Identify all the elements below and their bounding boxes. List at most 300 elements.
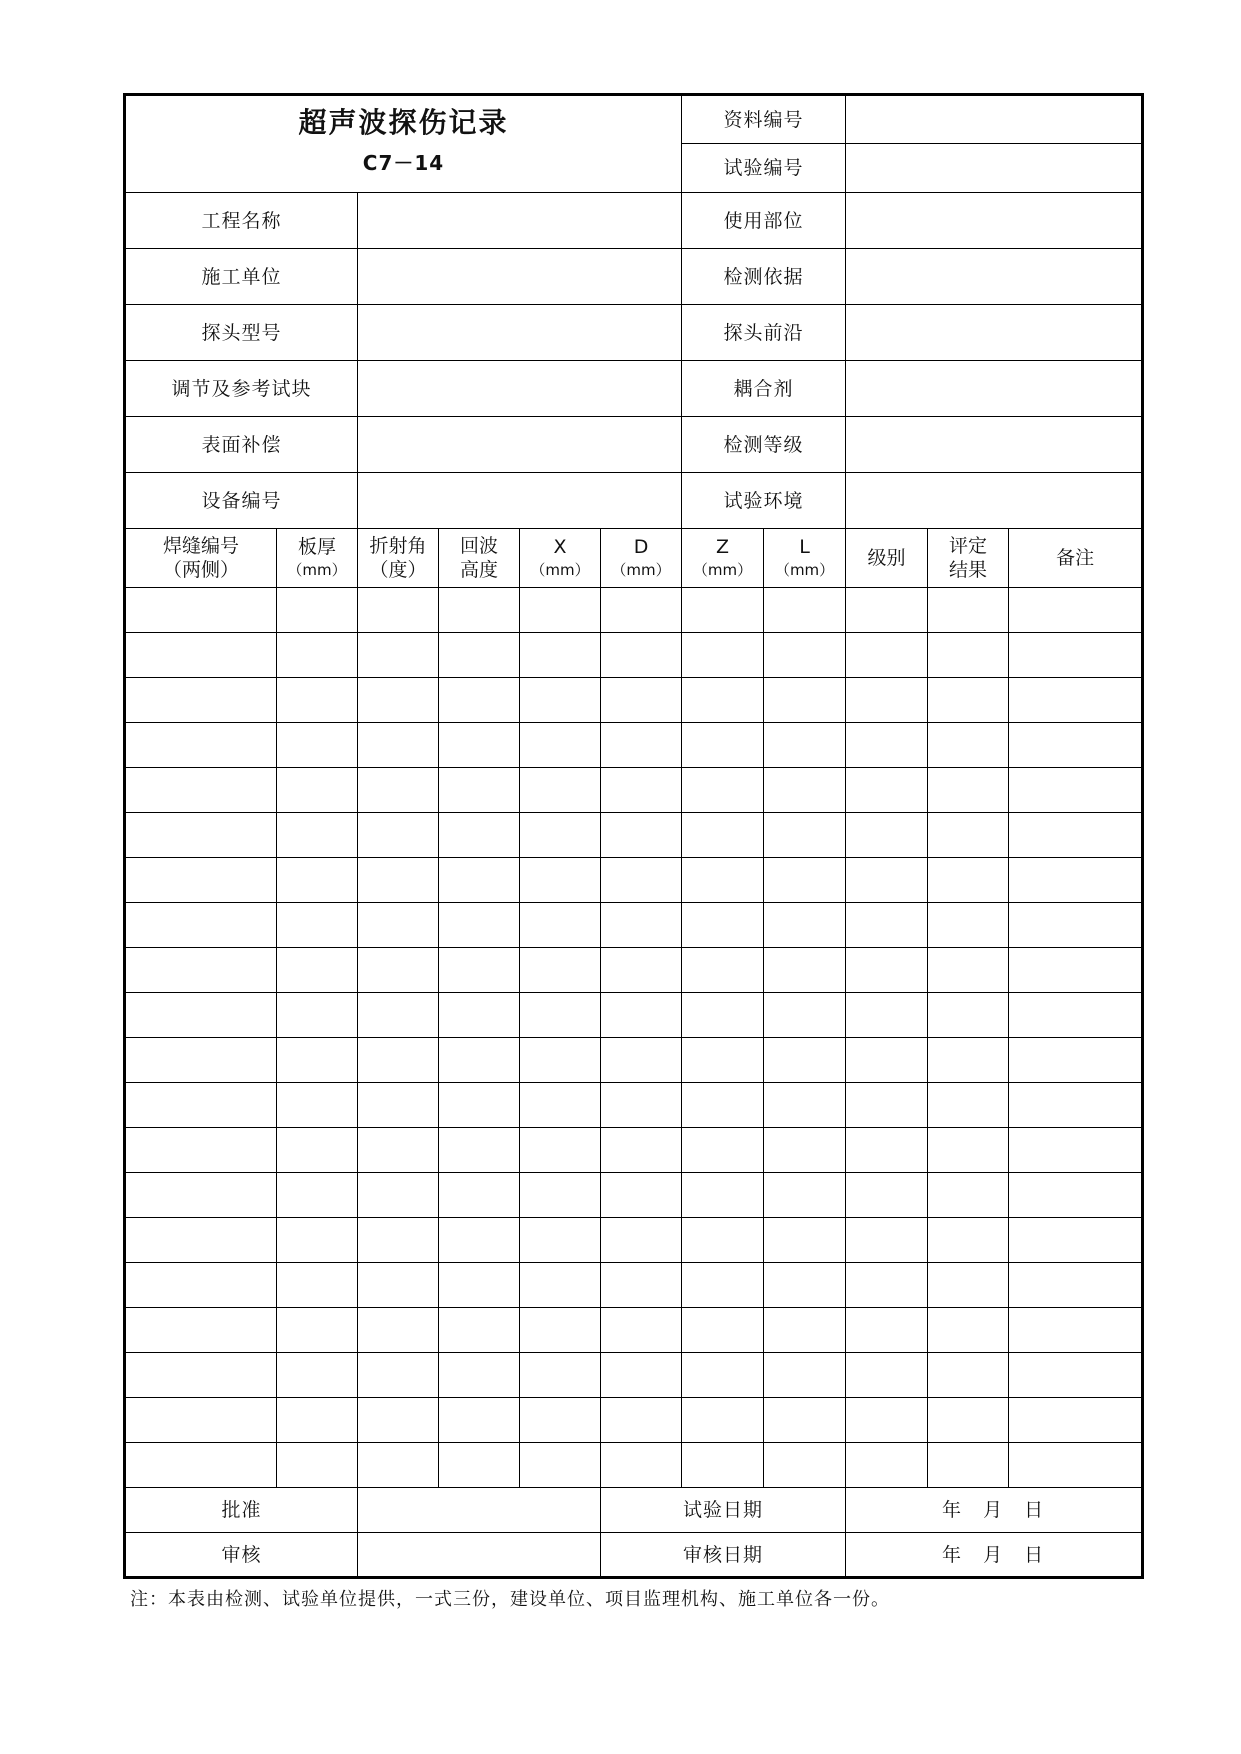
column-header-line1: L xyxy=(799,536,810,558)
table-cell[interactable] xyxy=(928,1038,1009,1083)
table-cell[interactable] xyxy=(601,633,682,678)
table-cell[interactable] xyxy=(764,1353,846,1398)
table-cell[interactable] xyxy=(358,1128,439,1173)
table-cell[interactable] xyxy=(439,1398,520,1443)
table-cell[interactable] xyxy=(601,813,682,858)
table-cell[interactable] xyxy=(682,723,764,768)
table-cell[interactable] xyxy=(682,588,764,633)
table-row xyxy=(125,1218,1143,1263)
info-left-field[interactable] xyxy=(358,249,682,305)
table-cell[interactable] xyxy=(520,903,601,948)
column-header xyxy=(601,529,682,588)
table-cell[interactable] xyxy=(125,993,277,1038)
column-header-line2: （mm） xyxy=(287,561,347,579)
table-cell[interactable] xyxy=(125,1353,277,1398)
table-cell[interactable] xyxy=(439,1173,520,1218)
table-cell[interactable] xyxy=(928,1173,1009,1218)
table-cell[interactable] xyxy=(358,1443,439,1488)
table-cell[interactable] xyxy=(1009,1353,1143,1398)
table-cell[interactable] xyxy=(928,678,1009,723)
table-cell[interactable] xyxy=(682,813,764,858)
info-row xyxy=(125,473,1143,529)
table-cell[interactable] xyxy=(601,1308,682,1353)
table-cell[interactable] xyxy=(601,1398,682,1443)
table-cell[interactable] xyxy=(928,1353,1009,1398)
table-cell[interactable] xyxy=(846,768,928,813)
table-cell[interactable] xyxy=(928,1443,1009,1488)
table-cell[interactable] xyxy=(125,1443,277,1488)
form-title: 超声波探伤记录 xyxy=(298,106,509,139)
table-cell[interactable] xyxy=(682,1353,764,1398)
table-cell[interactable] xyxy=(846,1353,928,1398)
table-cell[interactable] xyxy=(439,993,520,1038)
table-cell[interactable] xyxy=(846,813,928,858)
table-cell[interactable] xyxy=(764,1443,846,1488)
table-cell[interactable] xyxy=(682,993,764,1038)
table-cell[interactable] xyxy=(764,1398,846,1443)
column-header xyxy=(764,529,846,588)
table-cell[interactable] xyxy=(125,633,277,678)
signature-row xyxy=(125,1488,1143,1533)
table-cell[interactable] xyxy=(846,1263,928,1308)
table-cell[interactable] xyxy=(928,633,1009,678)
info-left-label: 表面补偿 xyxy=(125,417,358,473)
table-cell[interactable] xyxy=(439,678,520,723)
table-cell[interactable] xyxy=(1009,1083,1143,1128)
table-cell[interactable] xyxy=(682,1038,764,1083)
table-cell[interactable] xyxy=(358,723,439,768)
table-cell[interactable] xyxy=(764,1218,846,1263)
column-header-line2: （mm） xyxy=(530,561,590,579)
table-cell[interactable] xyxy=(1009,723,1143,768)
info-row xyxy=(125,193,1143,249)
info-right-label: 耦合剂 xyxy=(682,361,846,417)
info-left-field[interactable] xyxy=(358,305,682,361)
column-header-line2: （度） xyxy=(369,559,427,581)
table-cell[interactable] xyxy=(520,813,601,858)
table-row xyxy=(125,768,1143,813)
table-cell[interactable] xyxy=(277,858,358,903)
info-left-label: 调节及参考试块 xyxy=(125,361,358,417)
table-cell[interactable] xyxy=(682,768,764,813)
table-cell[interactable] xyxy=(277,588,358,633)
table-cell[interactable] xyxy=(846,723,928,768)
table-cell[interactable] xyxy=(846,1443,928,1488)
test-date-field[interactable] xyxy=(846,1488,1143,1533)
info-right-field[interactable] xyxy=(846,249,1143,305)
table-cell[interactable] xyxy=(277,678,358,723)
table-cell[interactable] xyxy=(520,1128,601,1173)
table-cell[interactable] xyxy=(439,1308,520,1353)
table-cell[interactable] xyxy=(125,903,277,948)
table-cell[interactable] xyxy=(682,678,764,723)
table-cell[interactable] xyxy=(125,948,277,993)
column-header-line1: 评定 xyxy=(949,535,988,557)
info-right-field[interactable] xyxy=(846,305,1143,361)
table-cell[interactable] xyxy=(846,948,928,993)
table-cell[interactable] xyxy=(125,1128,277,1173)
table-row xyxy=(125,678,1143,723)
table-cell[interactable] xyxy=(1009,588,1143,633)
table-cell[interactable] xyxy=(682,903,764,948)
table-cell[interactable] xyxy=(125,768,277,813)
test-no-label: 试验编号 xyxy=(682,144,846,193)
table-cell[interactable] xyxy=(277,1128,358,1173)
table-cell[interactable] xyxy=(764,678,846,723)
table-cell[interactable] xyxy=(520,768,601,813)
table-cell[interactable] xyxy=(601,858,682,903)
table-cell[interactable] xyxy=(277,1443,358,1488)
column-header xyxy=(358,529,439,588)
table-cell[interactable] xyxy=(1009,1218,1143,1263)
table-cell[interactable] xyxy=(439,813,520,858)
info-right-field[interactable] xyxy=(846,193,1143,249)
table-cell[interactable] xyxy=(520,948,601,993)
table-cell[interactable] xyxy=(928,813,1009,858)
info-right-label: 试验环境 xyxy=(682,473,846,529)
table-cell[interactable] xyxy=(1009,993,1143,1038)
table-cell[interactable] xyxy=(764,723,846,768)
table-cell[interactable] xyxy=(846,633,928,678)
table-cell[interactable] xyxy=(1009,1038,1143,1083)
table-cell[interactable] xyxy=(277,723,358,768)
table-cell[interactable] xyxy=(277,993,358,1038)
table-cell[interactable] xyxy=(439,1218,520,1263)
table-cell[interactable] xyxy=(682,1128,764,1173)
table-cell[interactable] xyxy=(928,1083,1009,1128)
table-cell[interactable] xyxy=(601,903,682,948)
table-cell[interactable] xyxy=(682,1173,764,1218)
table-cell[interactable] xyxy=(846,1173,928,1218)
table-cell[interactable] xyxy=(846,1083,928,1128)
info-left-field[interactable] xyxy=(358,417,682,473)
table-cell[interactable] xyxy=(358,588,439,633)
column-header-line1: 备注 xyxy=(1056,547,1095,569)
table-cell[interactable] xyxy=(928,993,1009,1038)
table-cell[interactable] xyxy=(277,948,358,993)
table-cell[interactable] xyxy=(520,1353,601,1398)
table-cell[interactable] xyxy=(358,1263,439,1308)
form-code: C7－14 xyxy=(362,151,445,175)
table-cell[interactable] xyxy=(764,813,846,858)
table-cell[interactable] xyxy=(125,1038,277,1083)
date-month: 月 xyxy=(983,1543,1005,1566)
table-cell[interactable] xyxy=(277,1263,358,1308)
table-cell[interactable] xyxy=(520,1308,601,1353)
table-cell[interactable] xyxy=(125,723,277,768)
table-row xyxy=(125,723,1143,768)
table-cell[interactable] xyxy=(520,993,601,1038)
review-date-field[interactable] xyxy=(846,1533,1143,1578)
footnote: 注：本表由检测、试验单位提供，一式三份，建设单位、项目监理机构、施工单位各一份。 xyxy=(130,1589,890,1610)
table-cell[interactable] xyxy=(1009,903,1143,948)
info-right-label: 检测等级 xyxy=(682,417,846,473)
table-cell[interactable] xyxy=(928,858,1009,903)
column-header-row xyxy=(125,529,1143,588)
table-row xyxy=(125,588,1143,633)
table-cell[interactable] xyxy=(125,1398,277,1443)
table-cell[interactable] xyxy=(928,1398,1009,1443)
date-day: 日 xyxy=(1024,1499,1046,1521)
table-cell[interactable] xyxy=(682,1218,764,1263)
table-row xyxy=(125,993,1143,1038)
info-right-field[interactable] xyxy=(846,473,1143,529)
table-cell[interactable] xyxy=(764,768,846,813)
column-header-line2: 结果 xyxy=(949,559,988,581)
table-cell[interactable] xyxy=(1009,1173,1143,1218)
table-cell[interactable] xyxy=(928,903,1009,948)
table-cell[interactable] xyxy=(277,1083,358,1128)
table-cell[interactable] xyxy=(764,1173,846,1218)
info-right-field[interactable] xyxy=(846,361,1143,417)
table-cell[interactable] xyxy=(125,1263,277,1308)
column-header-line1: 折射角 xyxy=(369,535,427,557)
table-cell[interactable] xyxy=(682,1308,764,1353)
ultrasonic-inspection-form xyxy=(123,93,1141,1571)
table-row xyxy=(125,1353,1143,1398)
table-cell[interactable] xyxy=(601,1218,682,1263)
table-cell[interactable] xyxy=(439,1128,520,1173)
table-row xyxy=(125,813,1143,858)
table-cell[interactable] xyxy=(520,633,601,678)
table-cell[interactable] xyxy=(682,633,764,678)
table-cell[interactable] xyxy=(601,1173,682,1218)
table-cell[interactable] xyxy=(358,678,439,723)
table-cell[interactable] xyxy=(439,1353,520,1398)
info-left-field[interactable] xyxy=(358,193,682,249)
table-cell[interactable] xyxy=(125,1218,277,1263)
table-cell[interactable] xyxy=(846,1308,928,1353)
table-cell[interactable] xyxy=(764,1263,846,1308)
table-cell[interactable] xyxy=(764,993,846,1038)
info-row xyxy=(125,361,1143,417)
table-row xyxy=(125,633,1143,678)
table-cell[interactable] xyxy=(764,903,846,948)
table-cell[interactable] xyxy=(125,1173,277,1218)
table-cell[interactable] xyxy=(358,858,439,903)
table-cell[interactable] xyxy=(601,1353,682,1398)
test-date-label: 试验日期 xyxy=(601,1488,846,1533)
table-cell[interactable] xyxy=(125,588,277,633)
table-cell[interactable] xyxy=(928,768,1009,813)
table-cell[interactable] xyxy=(358,1398,439,1443)
info-row xyxy=(125,249,1143,305)
table-cell[interactable] xyxy=(682,858,764,903)
table-cell[interactable] xyxy=(125,813,277,858)
table-cell[interactable] xyxy=(520,1263,601,1308)
table-cell[interactable] xyxy=(520,1173,601,1218)
table-cell[interactable] xyxy=(520,723,601,768)
table-cell[interactable] xyxy=(439,633,520,678)
table-cell[interactable] xyxy=(928,1128,1009,1173)
table-cell[interactable] xyxy=(358,768,439,813)
column-header-line1: D xyxy=(633,536,649,558)
table-cell[interactable] xyxy=(125,678,277,723)
table-cell[interactable] xyxy=(764,1083,846,1128)
info-left-field[interactable] xyxy=(358,361,682,417)
table-row xyxy=(125,858,1143,903)
table-cell[interactable] xyxy=(846,1128,928,1173)
info-right-label: 探头前沿 xyxy=(682,305,846,361)
table-cell[interactable] xyxy=(520,1443,601,1488)
test-no-field[interactable] xyxy=(846,144,1143,193)
table-cell[interactable] xyxy=(601,1128,682,1173)
table-cell[interactable] xyxy=(928,1263,1009,1308)
table-cell[interactable] xyxy=(601,1443,682,1488)
table-cell[interactable] xyxy=(601,1083,682,1128)
info-row xyxy=(125,417,1143,473)
table-cell[interactable] xyxy=(682,948,764,993)
table-cell[interactable] xyxy=(439,1083,520,1128)
table-cell[interactable] xyxy=(601,993,682,1038)
table-cell[interactable] xyxy=(601,678,682,723)
table-cell[interactable] xyxy=(928,1218,1009,1263)
table-cell[interactable] xyxy=(928,948,1009,993)
table-cell[interactable] xyxy=(358,948,439,993)
table-cell[interactable] xyxy=(682,1263,764,1308)
table-cell[interactable] xyxy=(1009,678,1143,723)
table-cell[interactable] xyxy=(439,723,520,768)
table-cell[interactable] xyxy=(846,858,928,903)
table-cell[interactable] xyxy=(277,903,358,948)
table-cell[interactable] xyxy=(277,768,358,813)
table-cell[interactable] xyxy=(601,948,682,993)
table-cell[interactable] xyxy=(520,1398,601,1443)
column-header xyxy=(846,529,928,588)
table-cell[interactable] xyxy=(520,588,601,633)
table-cell[interactable] xyxy=(601,588,682,633)
table-cell[interactable] xyxy=(125,1308,277,1353)
table-cell[interactable] xyxy=(846,993,928,1038)
table-cell[interactable] xyxy=(125,1083,277,1128)
table-cell[interactable] xyxy=(682,1083,764,1128)
column-header-line2: （两侧） xyxy=(162,559,239,581)
table-cell[interactable] xyxy=(358,1038,439,1083)
info-left-label: 设备编号 xyxy=(125,473,358,529)
column-header-line2: 高度 xyxy=(459,559,498,581)
table-cell[interactable] xyxy=(601,1038,682,1083)
table-cell[interactable] xyxy=(439,1443,520,1488)
date-day: 日 xyxy=(1024,1543,1046,1566)
table-cell[interactable] xyxy=(277,1038,358,1083)
table-cell[interactable] xyxy=(277,1308,358,1353)
table-cell[interactable] xyxy=(601,1263,682,1308)
table-cell[interactable] xyxy=(1009,1128,1143,1173)
table-cell[interactable] xyxy=(125,858,277,903)
table-cell[interactable] xyxy=(358,813,439,858)
table-cell[interactable] xyxy=(439,1038,520,1083)
table-row xyxy=(125,948,1143,993)
table-cell[interactable] xyxy=(764,1308,846,1353)
column-header-line1: 板厚 xyxy=(297,536,336,558)
table-cell[interactable] xyxy=(764,633,846,678)
table-cell[interactable] xyxy=(1009,813,1143,858)
table-cell[interactable] xyxy=(846,1038,928,1083)
column-header-line2: （mm） xyxy=(692,561,753,579)
table-cell[interactable] xyxy=(1009,858,1143,903)
table-cell[interactable] xyxy=(846,678,928,723)
table-cell[interactable] xyxy=(764,858,846,903)
table-cell[interactable] xyxy=(764,588,846,633)
table-cell[interactable] xyxy=(520,858,601,903)
table-cell[interactable] xyxy=(277,1353,358,1398)
review-field[interactable] xyxy=(358,1533,601,1578)
table-cell[interactable] xyxy=(439,903,520,948)
table-cell[interactable] xyxy=(439,588,520,633)
table-cell[interactable] xyxy=(358,1173,439,1218)
table-cell[interactable] xyxy=(358,1083,439,1128)
table-cell[interactable] xyxy=(277,1398,358,1443)
table-cell[interactable] xyxy=(764,1128,846,1173)
table-cell[interactable] xyxy=(682,1398,764,1443)
table-cell[interactable] xyxy=(358,1308,439,1353)
table-cell[interactable] xyxy=(439,858,520,903)
table-cell[interactable] xyxy=(1009,1263,1143,1308)
table-cell[interactable] xyxy=(358,903,439,948)
table-cell[interactable] xyxy=(358,1218,439,1263)
column-header-line1: X xyxy=(553,536,567,558)
table-cell[interactable] xyxy=(928,1308,1009,1353)
table-row xyxy=(125,1038,1143,1083)
table-cell[interactable] xyxy=(1009,768,1143,813)
column-header xyxy=(439,529,520,588)
table-row xyxy=(125,1128,1143,1173)
table-cell[interactable] xyxy=(1009,633,1143,678)
table-cell[interactable] xyxy=(277,1218,358,1263)
table-cell[interactable] xyxy=(439,768,520,813)
table-cell[interactable] xyxy=(764,1038,846,1083)
table-cell[interactable] xyxy=(1009,1443,1143,1488)
table-cell[interactable] xyxy=(439,948,520,993)
column-header-line1: 级别 xyxy=(867,547,906,569)
date-year: 年 xyxy=(942,1543,964,1566)
table-cell[interactable] xyxy=(277,633,358,678)
table-row xyxy=(125,1263,1143,1308)
table-cell[interactable] xyxy=(520,678,601,723)
doc-no-field[interactable] xyxy=(846,95,1143,144)
info-left-field[interactable] xyxy=(358,473,682,529)
table-cell[interactable] xyxy=(928,588,1009,633)
approve-field[interactable] xyxy=(358,1488,601,1533)
column-header xyxy=(520,529,601,588)
table-cell[interactable] xyxy=(358,993,439,1038)
table-cell[interactable] xyxy=(439,1263,520,1308)
table-cell[interactable] xyxy=(682,1443,764,1488)
table-cell[interactable] xyxy=(1009,1308,1143,1353)
table-cell[interactable] xyxy=(846,903,928,948)
table-cell[interactable] xyxy=(1009,948,1143,993)
info-right-field[interactable] xyxy=(846,417,1143,473)
table-cell[interactable] xyxy=(520,1218,601,1263)
table-cell[interactable] xyxy=(358,633,439,678)
column-header-line1: 回波 xyxy=(459,535,498,557)
table-cell[interactable] xyxy=(277,813,358,858)
info-left-label: 施工单位 xyxy=(125,249,358,305)
approve-label: 批准 xyxy=(125,1488,358,1533)
table-cell[interactable] xyxy=(520,1038,601,1083)
table-cell[interactable] xyxy=(358,1353,439,1398)
table-cell[interactable] xyxy=(846,588,928,633)
table-cell[interactable] xyxy=(764,948,846,993)
table-cell[interactable] xyxy=(846,1398,928,1443)
table-cell[interactable] xyxy=(601,723,682,768)
table-cell[interactable] xyxy=(601,768,682,813)
table-cell[interactable] xyxy=(846,1218,928,1263)
table-cell[interactable] xyxy=(277,1173,358,1218)
table-cell[interactable] xyxy=(928,723,1009,768)
table-cell[interactable] xyxy=(520,1083,601,1128)
table-cell[interactable] xyxy=(1009,1398,1143,1443)
